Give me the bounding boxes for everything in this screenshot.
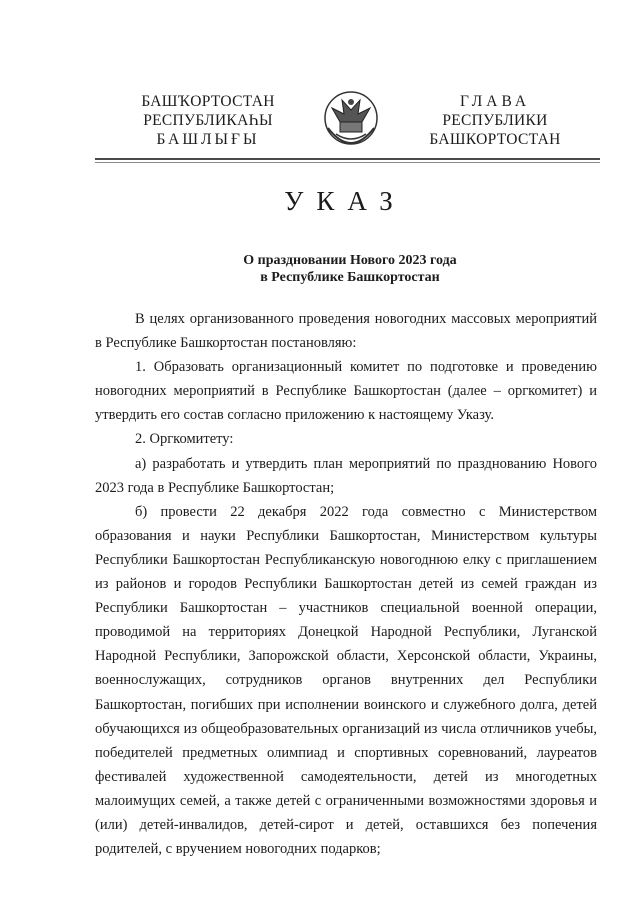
header-divider-thin bbox=[95, 162, 600, 163]
document-title-line: в Республике Башкортостан bbox=[260, 270, 440, 285]
paragraph: б) провести 22 декабря 2022 года совместно с Министерством образования и науки Республики Башкортостан, Министерством культуры Республики Башкортостан Республиканскую новогоднюю елку с приглашением из районов и городов Республики Башкортостан детей из семей граждан из Республики Башкортостан – участников специальной военной операции, проводимой на территориях Донецкой Народной Республики, Луганской Народной Республики, Запорожской области, Херсонской области, Украины, военнослужащих, сотрудников органов внутренних дел Республики Башкортостан, погибших при исполнении воинского и служебного долга, детей обучающихся из общеобразовательных организаций из числа отличников учебы, победителей предметных олимпиад и спортивных соревнований, лауреатов фестивалей художественной самодеятельности, детей из многодетных малоимущих семей, а также детей с ограниченными возможностями здоровья и (или) детей-инвалидов, детей-сирот и детей, оставшихся без попечения родителей, с вручением новогодних подарков; bbox=[95, 503, 597, 858]
document-title-line: О праздновании Нового 2023 года bbox=[243, 253, 457, 268]
header-divider bbox=[95, 158, 600, 160]
emblem-icon bbox=[322, 88, 380, 154]
document-body bbox=[95, 307, 597, 861]
header-left-block bbox=[118, 92, 298, 149]
paragraph: 2. Оргкомитету: bbox=[135, 431, 234, 448]
header-right-line: БАШКОРТОСТАН bbox=[429, 131, 561, 148]
paragraph: 1. Образовать организационный комитет по подготовке и проведению новогодних мероприятий в Республике Башкортостан (далее – оргкомитет) и утвердить его состав согласно приложению к настоящему Указу. bbox=[95, 359, 597, 424]
header-right-block bbox=[405, 92, 585, 149]
paragraph: В целях организованного проведения новогодних массовых мероприятий в Республике Башкортостан постановляю: bbox=[95, 311, 597, 352]
header-right-line: ГЛАВА bbox=[459, 93, 531, 110]
paragraph: а) разработать и утвердить план мероприятий по празднованию Нового 2023 года в Республике Башкортостан; bbox=[95, 455, 597, 496]
header-right-line: РЕСПУБЛИКИ bbox=[442, 112, 548, 129]
header-left-line: БАШҠОРТОСТАН bbox=[141, 93, 275, 110]
document-type: УКАЗ bbox=[284, 186, 406, 216]
header-left-line: БАШЛЫҒЫ bbox=[156, 131, 260, 148]
document-title bbox=[0, 252, 640, 286]
header-left-line: РЕСПУБЛИКАҺЫ bbox=[143, 112, 273, 129]
